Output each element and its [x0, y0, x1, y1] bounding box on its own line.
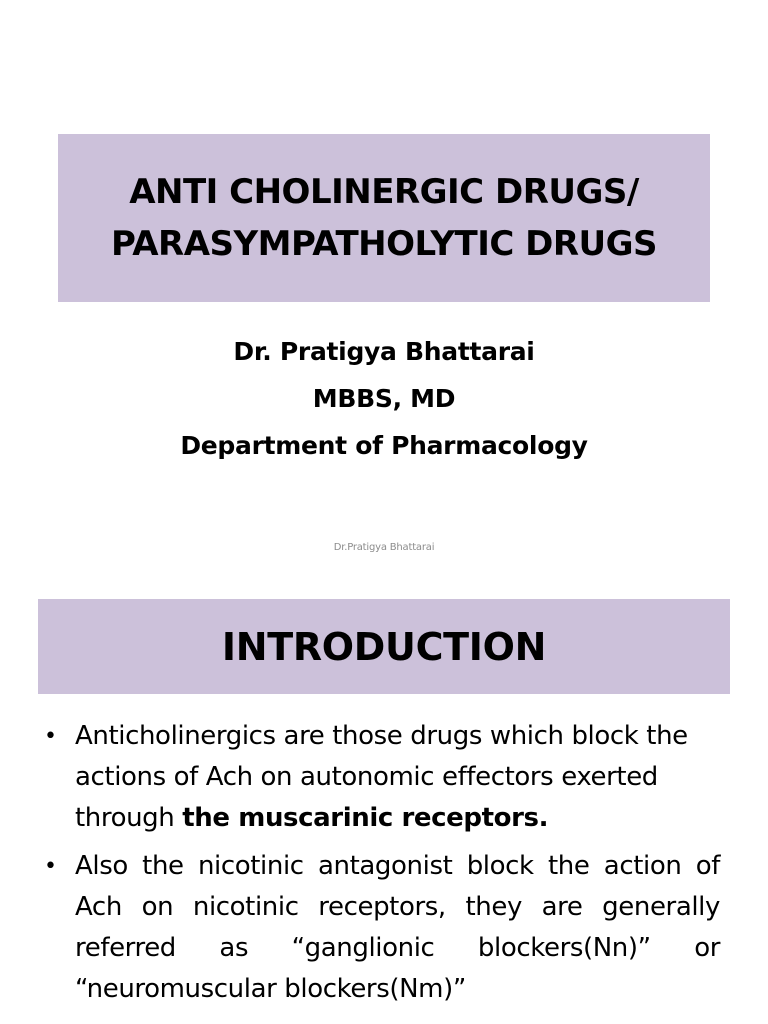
bullet-item [44, 716, 720, 839]
author-name: Dr. Pratigya Bhattarai [233, 337, 535, 366]
author-block [0, 328, 768, 469]
bullet-bold-text: the muscarinic receptors. [182, 803, 549, 833]
bullet-item [44, 846, 720, 1010]
author-degree: MBBS, MD [312, 384, 456, 413]
author-department: Department of Pharmacology [180, 431, 588, 460]
title-line-2: PARASYMPATHOLYTIC DRUGS [110, 224, 658, 264]
slide-title [111, 166, 657, 270]
slide-title: INTRODUCTION [221, 624, 547, 669]
title-box [58, 134, 710, 302]
slide-footer: Dr.Pratigya Bhattarai [333, 542, 435, 553]
bullet-dot-icon: • [44, 854, 57, 879]
bullet-text: Anticholinergics are those drugs which block the actions of Ach on autonomic effectors exerted through [75, 721, 688, 833]
title-box [38, 599, 730, 694]
bullet-list [44, 716, 720, 1017]
bullet-dot-icon: • [44, 724, 57, 749]
introduction-slide [0, 578, 768, 1024]
title-line-1: ANTI CHOLINERGIC DRUGS/ [129, 172, 639, 212]
bullet-text: Also the nicotinic antagonist block the action of Ach on nicotinic receptors, they are generally referred as “ganglionic blockers(Nn)” or “neuromuscular blockers(Nm)” [75, 851, 720, 1004]
